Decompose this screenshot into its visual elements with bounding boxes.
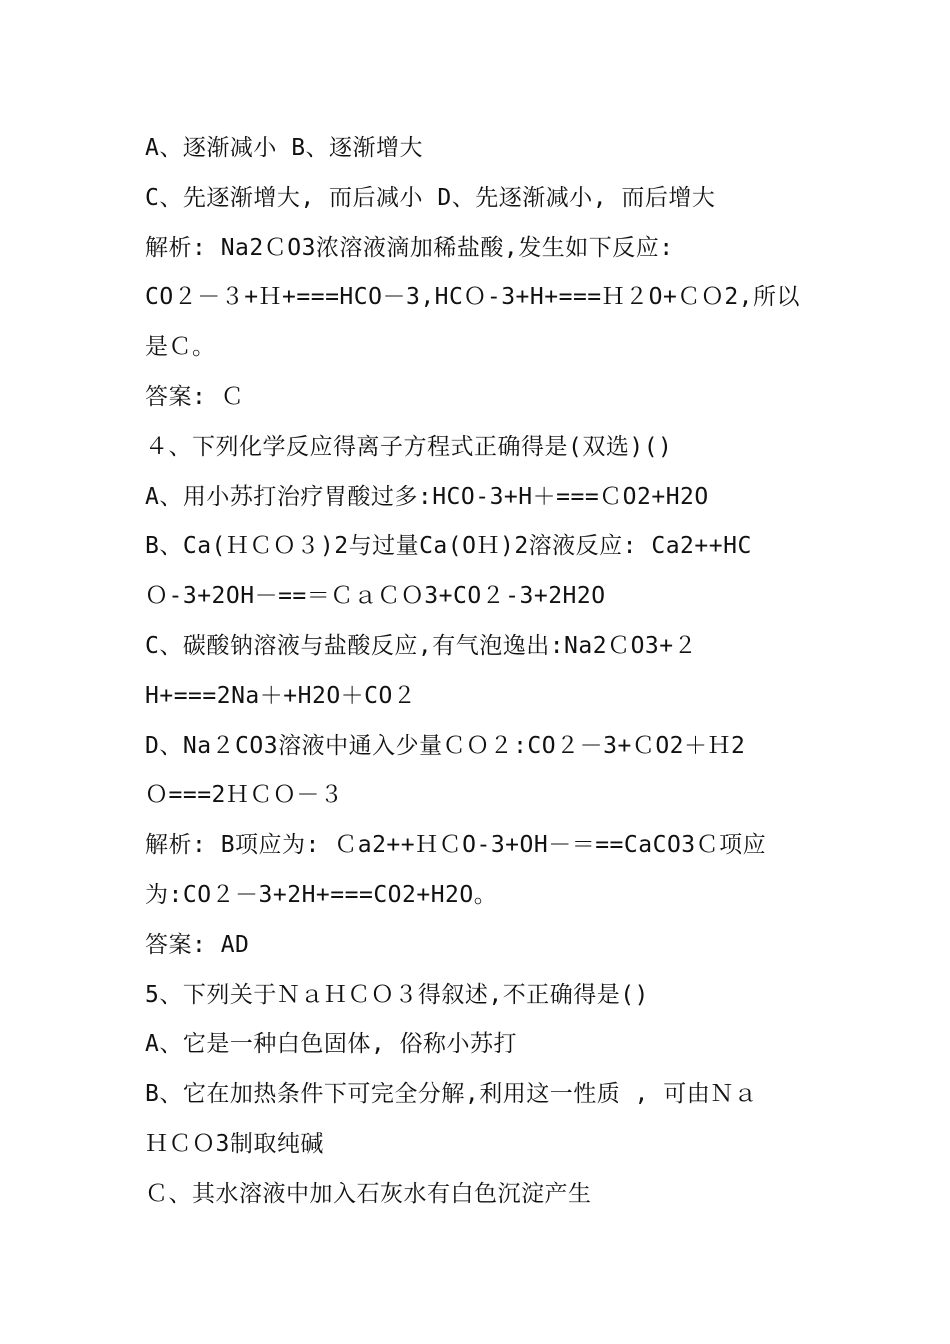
- text-line: Ｏ-3+2OH－==＝ＣａＣＯ3+CO２-3+2H2O: [145, 583, 606, 610]
- text-line: A、用小苏打治疗胃酸过多:HCO-3+H＋===ＣO2+H2O: [145, 483, 709, 510]
- text-line: C、先逐渐增大, 而后减小 D、先逐渐减小, 而后增大: [145, 184, 716, 211]
- text-line: ＨＣＯ3制取纯碱: [145, 1130, 324, 1157]
- text-line: 答案: Ｃ: [145, 383, 245, 410]
- text-line: 解析: B项应为: Ｃa2++ＨＣO-3+OH－＝==CaCO3Ｃ项应: [145, 832, 767, 859]
- text-line: A、它是一种白色固体, 俗称小苏打: [145, 1031, 518, 1058]
- text-line: Ｃ、其水溶液中加入石灰水有白色沉淀产生: [145, 1180, 592, 1207]
- text-line: A、逐渐减小 B、逐渐增大: [145, 135, 424, 161]
- text-line: 为:CO２－3+2H+===CO2+H2O。: [145, 881, 498, 908]
- text-line: C、碳酸钠溶液与盐酸反应,有气泡逸出:Na2ＣO3+２: [145, 632, 698, 659]
- document-body: [145, 124, 825, 1220]
- text-line: B、Ca(ＨＣＯ３)2与过量Ca(OＨ)2溶液反应: Ca2++HC: [145, 533, 752, 560]
- text-line: 答案: AD: [145, 931, 250, 958]
- text-line: 是Ｃ。: [145, 334, 216, 361]
- text-line: B、它在加热条件下可完全分解,利用这一性质 , 可由Ｎａ: [145, 1081, 758, 1108]
- text-line: D、Na２CO3溶液中通入少量ＣＯ２:CO２－3+ＣO2＋Ｈ2: [145, 732, 746, 759]
- text-line: CO２－３+Ｈ+===HCO－3,HCＯ-3+H+===Ｈ２O+ＣＯ2,所以: [145, 284, 801, 311]
- text-line: Ｏ===2ＨＣＯ－３: [145, 782, 344, 809]
- text-line: 解析: Na2ＣO3浓溶液滴加稀盐酸,发生如下反应:: [145, 234, 674, 261]
- text-line: ４、下列化学反应得离子方程式正确得是(双选)(): [145, 433, 673, 460]
- text-line: 5、下列关于ＮａＨＣＯ３得叙述,不正确得是(): [145, 981, 649, 1008]
- text-line: H+===2Na＋+H2O＋CO２: [145, 682, 417, 709]
